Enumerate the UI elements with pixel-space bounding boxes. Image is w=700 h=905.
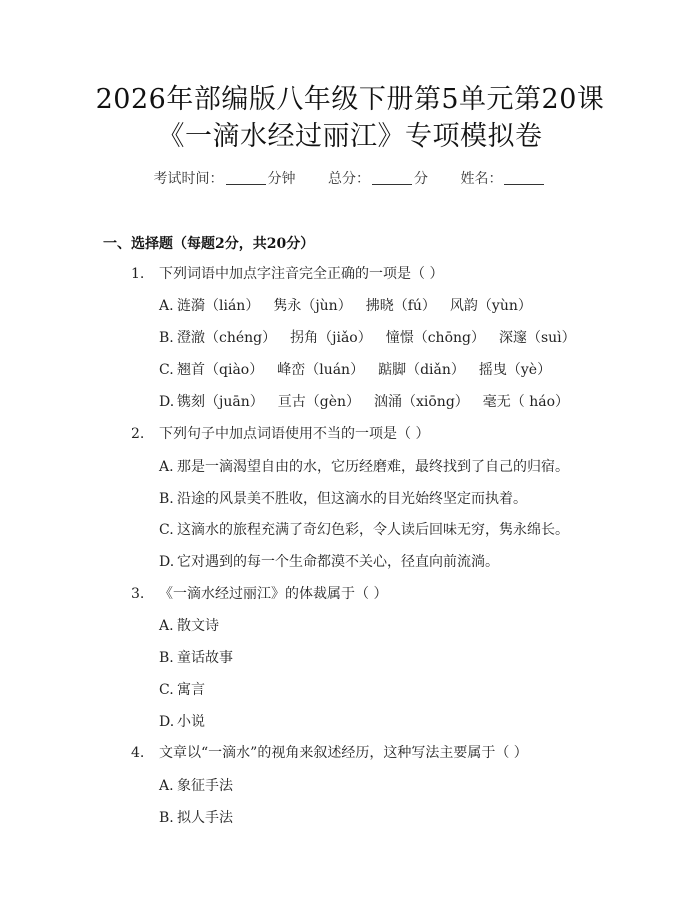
option-word: 峰峦（luán） [277, 362, 365, 378]
score-unit: 分 [414, 171, 428, 187]
q1-option-b: B. 澄澈（chéng） 拐角（jiǎo） 憧憬（chōng） 深邃（suì） [159, 330, 576, 346]
question-number: 2. [131, 426, 145, 442]
question-number: 1. [131, 266, 145, 282]
question-2 [131, 423, 429, 443]
option-word: 憧憬（chōng） [385, 330, 485, 346]
q4-option-b: B. 拟人手法 [159, 810, 233, 826]
option-word: 隽永（jùn） [273, 298, 352, 314]
q3-option-c: C. 寓言 [159, 682, 205, 698]
q2-option-c: C. 这滴水的旅程充满了奇幻色彩，令人读后回味无穷，隽永绵长。 [159, 522, 569, 538]
question-stem: 文章以“一滴水”的视角来叙述经历，这种写法主要属于（ ） [159, 745, 528, 761]
option-word: 镌刻（juān） [177, 394, 264, 410]
q1-option-d: D. 镌刻（juān） 亘古（gèn） 汹涌（xiōng） 毫无（ háo） [159, 394, 570, 410]
option-text: 它对遇到的每一个生命都漠不关心，径直向前流淌。 [177, 554, 499, 570]
question-3 [131, 583, 387, 603]
exam-title-line1: 2026年部编版八年级下册第5单元第20课 [95, 84, 605, 115]
exam-name [460, 171, 546, 187]
q1-option-a: A. 涟漪（lián） 隽永（jùn） 拂晓（fú） 风韵（yùn） [159, 298, 532, 314]
exam-time [154, 171, 300, 187]
q2-option-a: A. 那是一滴渴望自由的水，它历经磨难，最终找到了自己的归宿。 [159, 459, 569, 475]
option-text: 象征手法 [177, 778, 233, 794]
time-label: 考试时间： [153, 171, 224, 187]
q3-option-d: D. 小说 [159, 714, 205, 730]
q2-option-d: D. 它对遇到的每一个生命都漠不关心，径直向前流淌。 [159, 554, 499, 570]
option-word: 深邃（suì） [498, 330, 576, 346]
question-stem: 下列词语中加点字注音完全正确的一项是（ ） [159, 266, 444, 282]
exam-meta [0, 168, 700, 188]
option-text: 沿途的风景美不胜收，但这滴水的目光始终坚定而执着。 [177, 491, 527, 507]
option-word: 翘首（qiào） [177, 362, 264, 378]
option-word: 踮脚（diǎn） [378, 362, 465, 378]
question-number: 3. [131, 586, 145, 602]
name-label: 姓名： [460, 171, 503, 187]
option-word: 汹涌（xiōng） [374, 394, 469, 410]
option-text: 这滴水的旅程充满了奇幻色彩，令人读后回味无穷，隽永绵长。 [177, 522, 569, 538]
option-word: 拂晓（fú） [365, 298, 436, 314]
option-word: 澄澈（chéng） [177, 330, 277, 346]
time-unit: 分钟 [267, 171, 296, 187]
option-word: 毫无（ háo） [482, 394, 570, 410]
question-4 [131, 742, 528, 762]
score-blank [372, 184, 412, 185]
q2-option-b: B. 沿途的风景美不胜收，但这滴水的目光始终坚定而执着。 [159, 491, 527, 507]
exam-score [328, 171, 432, 187]
score-label: 总分： [328, 171, 370, 187]
section-heading: 一、选择题（每题2分，共20分） [103, 236, 315, 252]
exam-title-line2: 《一滴水经过丽江》专项模拟卷 [157, 121, 543, 152]
option-text: 童话故事 [177, 650, 233, 666]
name-blank [504, 184, 544, 185]
option-text: 散文诗 [177, 618, 219, 634]
option-text: 拟人手法 [177, 810, 233, 826]
question-stem: 下列句子中加点词语使用不当的一项是（ ） [159, 426, 430, 442]
option-text: 那是一滴渴望自由的水，它历经磨难，最终找到了自己的归宿。 [177, 459, 569, 475]
option-word: 亘古（gèn） [277, 394, 360, 410]
option-word: 风韵（yùn） [449, 298, 532, 314]
q3-option-b: B. 童话故事 [159, 650, 233, 666]
q3-option-a: A. 散文诗 [159, 618, 219, 634]
question-stem: 《一滴水经过丽江》的体裁属于（ ） [159, 586, 388, 602]
option-word: 拐角（jiǎo） [290, 330, 372, 346]
option-text: 寓言 [177, 682, 205, 698]
q1-option-c: C. 翘首（qiào） 峰峦（luán） 踮脚（diǎn） 摇曳（yè） [159, 362, 552, 378]
option-word: 涟漪（lián） [177, 298, 260, 314]
question-number: 4. [131, 745, 145, 761]
q4-option-a: A. 象征手法 [159, 778, 233, 794]
question-1 [131, 263, 443, 283]
time-blank [226, 184, 266, 185]
option-word: 摇曳（yè） [478, 362, 552, 378]
option-text: 小说 [177, 714, 205, 730]
